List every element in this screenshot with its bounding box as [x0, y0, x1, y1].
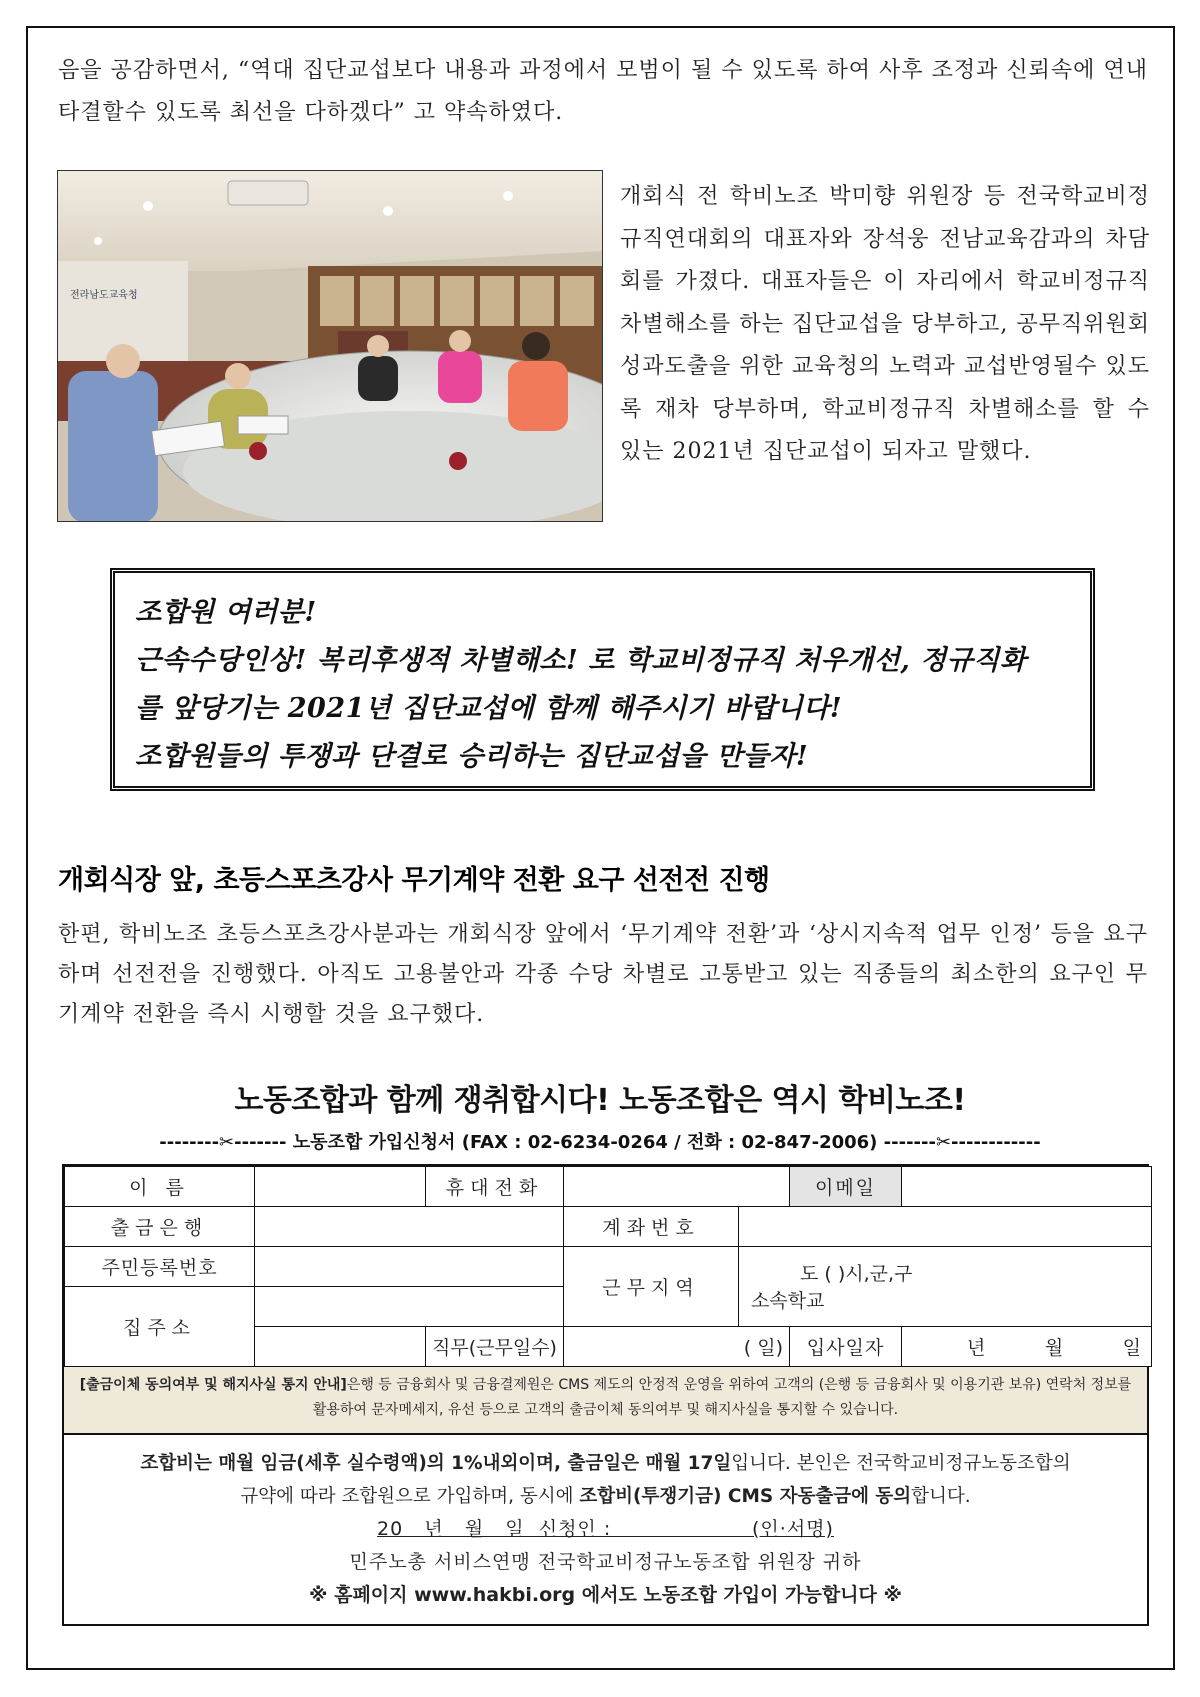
callout-line-2: 근속수당인상! 복리후생적 차별해소! 로 학교비정규직 처우개선, 정규직화	[135, 645, 1027, 676]
section-heading: 개회식장 앞, 초등스포츠강사 무기계약 전환 요구 선전전 진행	[58, 865, 770, 896]
workplace-region: 도 ( )시,군,구	[800, 1263, 913, 1285]
homepage-line: ※ 홈페이지 www.hakbi.org 에서도 노동조합 가입이 가능합니다 ※	[309, 1584, 902, 1606]
phone-label: 휴대전화	[426, 1167, 564, 1207]
address-field-1[interactable]	[255, 1287, 564, 1327]
address-field-2[interactable]	[255, 1327, 426, 1367]
consent-line	[64, 1480, 1147, 1513]
top-paragraph: 음을 공감하면서, “역대 집단교섭보다 내용과 과정에서 모범이 될 수 있도록 하여 사후 조정과 신뢰속에 연내타결할수 있도록 최선을 다하겠다” 고 약속하였다.	[58, 58, 1148, 125]
callout-line-4: 조합원들의 투쟁과 단결로 승리하는 집단교섭을 만들자!	[135, 741, 809, 772]
consent-pre: 규약에 따라 조합원으로 가입하며, 동시에	[240, 1486, 580, 1507]
fee-bold: 조합비는 매월 임금(세후 실수령액)의 1%내외이며, 출금일은 매월 17일	[140, 1453, 732, 1474]
section-body: 한편, 학비노조 초등스포츠강사분과는 개회식장 앞에서 ‘무기계약 전환’과 ‘상시지속적 업무 인정’ 등을 요구하며 선전전을 진행했다. 아직도 고용불안과 각종 수당 차별로 고통받고 있는 직종들의 최소한의 요구인 무기계약 전환을 즉시 시행할 것을 요구했다.	[58, 922, 1148, 1027]
workplace-label: 근무지역	[564, 1247, 739, 1327]
callout-line-3: 를 앞당기는 2021년 집단교섭에 함께 해주시기 바랍니다!	[135, 693, 843, 724]
fee-rest: 입니다. 본인은 전국학교비정규노동조합의	[731, 1453, 1071, 1474]
year-unit: 년	[967, 1337, 986, 1359]
account-field[interactable]	[739, 1207, 1152, 1247]
consent-post: 합니다.	[911, 1486, 971, 1507]
email-label: 이메일	[790, 1167, 902, 1207]
application-table	[64, 1166, 1152, 1367]
notice-title: [출금이체 동의여부 및 해지사실 통지 안내]	[79, 1377, 347, 1393]
workplace-field[interactable]	[739, 1247, 1152, 1327]
phone-field[interactable]	[564, 1167, 790, 1207]
meeting-photo	[57, 170, 603, 522]
notice-text: 은행 등 금융회사 및 금융결제원은 CMS 제도의 안정적 운영을 위하여 고객의 (은행 등 금융회사 및 이용기관 보유) 연락처 정보를 활용하여 문자메세지, 유선 등으로 고객의 출금이체 동의여부 및 해지사실을 통지할 수 있습니다.	[312, 1377, 1132, 1418]
day-unit: 일	[1122, 1337, 1141, 1359]
hire-date-field[interactable]	[902, 1327, 1152, 1367]
callout-box	[110, 568, 1095, 791]
slogan: 노동조합과 함께 쟁취합시다! 노동조합은 역시 학비노조!	[234, 1083, 966, 1118]
photo-sign: 전라남도교육청	[70, 290, 138, 301]
membership-application-form	[62, 1164, 1149, 1626]
name-field[interactable]	[255, 1167, 426, 1207]
signature-line[interactable]: 20 년 월 일 신청인 : (인·서명)	[377, 1518, 834, 1540]
rrn-field[interactable]	[255, 1247, 564, 1287]
callout-line-1: 조합원 여러분!	[135, 597, 317, 628]
photo-caption: 개회식 전 학비노조 박미향 위원장 등 전국학교비정규직연대회의 대표자와 장석웅 전남교육감과의 차담회를 가졌다. 대표자들은 이 자리에서 학교비정규직 차별해소를 하는 집단교섭을 당부하고, 공무직위원회 성과도출을 위한 교육청의 노력과 교섭반영될수 있도록 재차 당부하며, 학교비정규직 차별해소를 할 수 있는 2021년 집단교섭이 되자고 말했다.	[620, 184, 1150, 464]
bank-label: 출금은행	[65, 1207, 255, 1247]
rrn-label: 주민등록번호	[65, 1247, 255, 1287]
consent-bold: 조합비(투쟁기금) CMS 자동출금에 동의	[579, 1486, 912, 1507]
email-field[interactable]	[902, 1167, 1152, 1207]
bank-field[interactable]	[255, 1207, 564, 1247]
application-cutline: --------✂------- 노동조합 가입신청서 (FAX : 02-6234-0264 / 전화 : 02-847-2006) -------✂------------	[159, 1132, 1041, 1153]
days-field[interactable]: ( 일)	[564, 1327, 790, 1367]
consent-section	[64, 1435, 1147, 1612]
fee-line	[64, 1447, 1147, 1480]
account-label: 계좌번호	[564, 1207, 739, 1247]
job-label: 직무(근무일수)	[426, 1327, 564, 1367]
address-label: 집주소	[65, 1287, 255, 1367]
addressee-line: 민주노총 서비스연맹 전국학교비정규노동조합 위원장 귀하	[349, 1551, 862, 1573]
workplace-school: 소속학교	[751, 1290, 825, 1312]
hire-date-label: 입사일자	[790, 1327, 902, 1367]
month-unit: 월	[1044, 1337, 1064, 1359]
cms-notice	[64, 1367, 1147, 1435]
name-label: 이 름	[65, 1167, 255, 1207]
